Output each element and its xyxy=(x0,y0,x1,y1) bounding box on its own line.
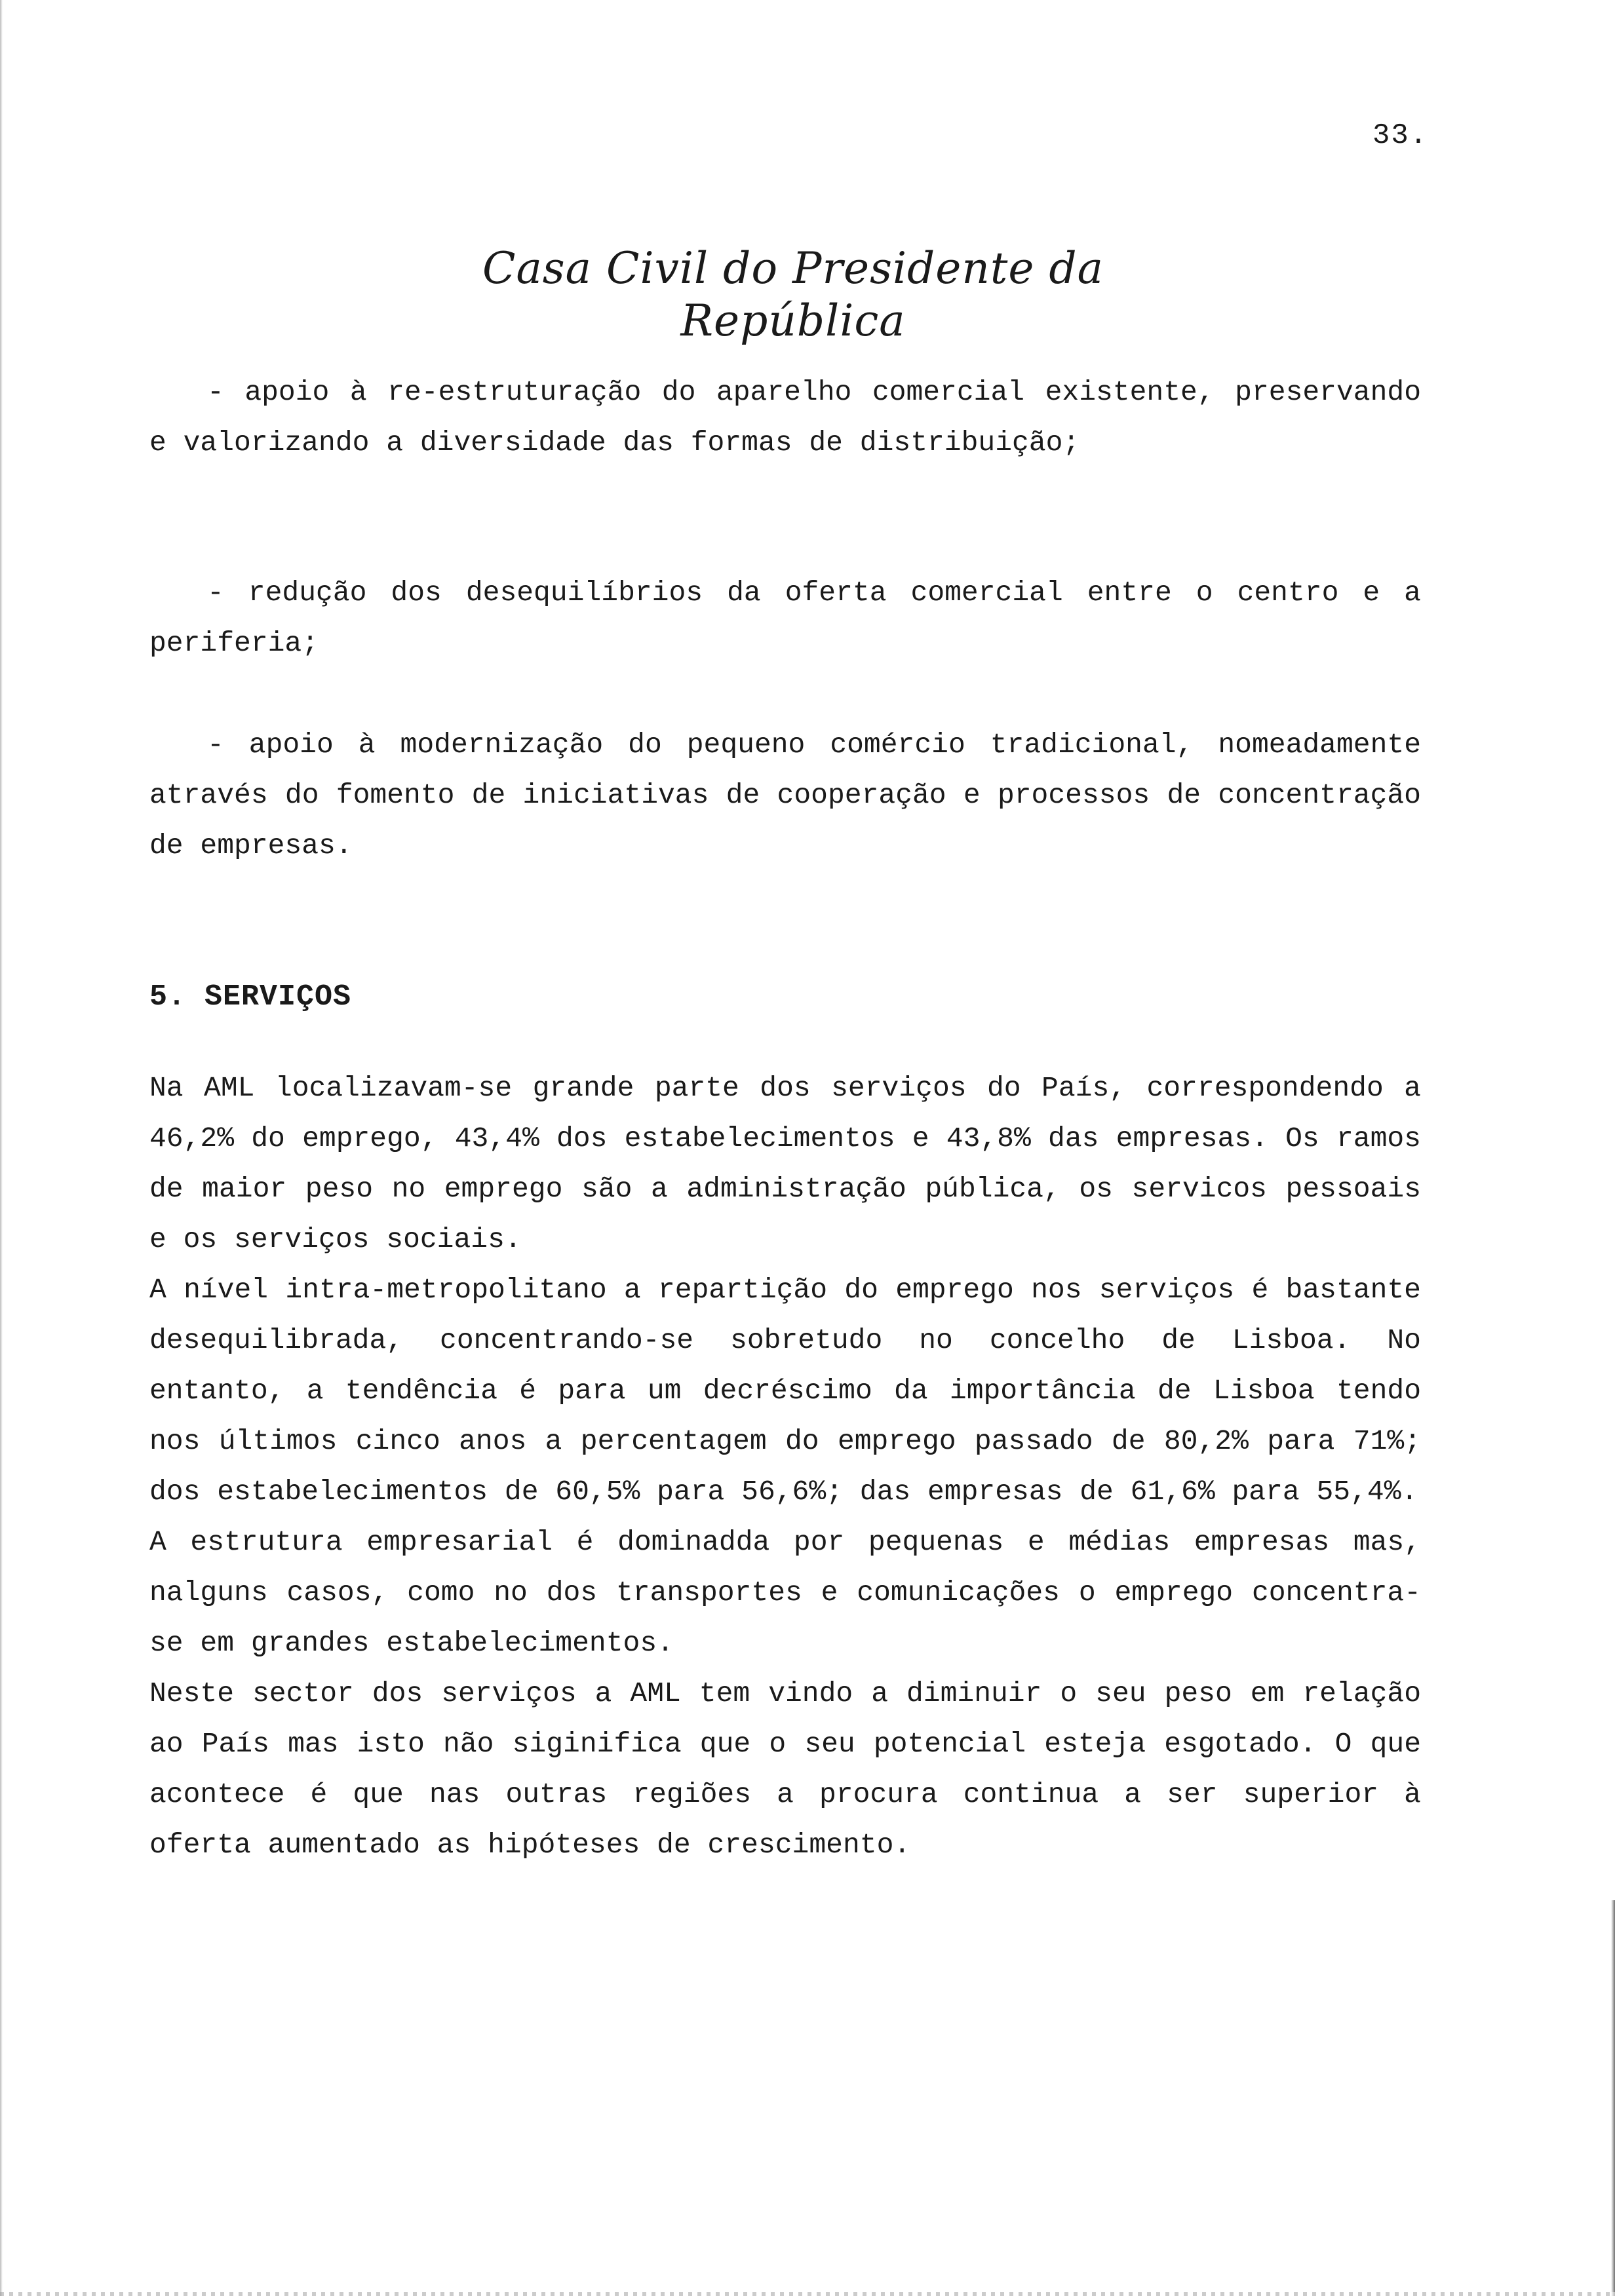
scan-edge-left xyxy=(0,0,3,2296)
bullet-paragraph: - apoio à re-estruturação do aparelho comercial existente, preservando e valorizando a diversidade das formas de distribuição; xyxy=(149,376,1421,459)
section-body xyxy=(149,1063,1421,1870)
bullet-paragraph: - apoio à modernização do pequeno comércio tradicional, nomeadamente através do fomento de iniciativas de cooperação e processos de concentração de empresas. xyxy=(149,729,1421,862)
section-heading: 5. SERVIÇOS xyxy=(149,980,352,1014)
scan-bottom-edge xyxy=(0,2292,1615,2296)
body-paragraph: A nível intra-metropolitano a repartição do emprego nos serviços é bastante desequilibrada, concentrando-se sobretudo no concelho de Lisboa. No entanto, a tendência é para um decréscimo da importância de Lisboa tendo nos últimos cinco anos a percentagem do emprego passado de 80,2% para 71%; dos estabelecimentos de 60,5% para 56,6%; das empresas de 61,6% para 55,4%. xyxy=(149,1274,1421,1508)
body-paragraph: A estrutura empresarial é dominadda por pequenas e médias empresas mas, nalguns casos, como no dos transportes e comunicações o emprego concentra-se em grandes estabelecimentos. xyxy=(149,1526,1421,1659)
bullet-paragraph: - redução dos desequilíbrios da oferta comercial entre o centro e a periferia; xyxy=(149,577,1421,659)
letterhead: Casa Civil do Presidente da República xyxy=(482,243,1104,346)
body-paragraph: Na AML localizavam-se grande parte dos serviços do País, correspondendo a 46,2% do emprego, 43,4% dos estabelecimentos e 43,8% das empresas. Os ramos de maior peso no emprego são a administração pública, os servicos pessoais e os serviços sociais. xyxy=(149,1072,1421,1255)
body-paragraph: Neste sector dos serviços a AML tem vindo a diminuir o seu peso em relação ao País mas isto não siginifica que o seu potencial esteja esgotado. O que acontece é que nas outras regiões a procura continua a ser superior à oferta aumentado as hipóteses de crescimento. xyxy=(149,1677,1421,1861)
scan-edge-right xyxy=(1611,1900,1615,2296)
page-number: 33. xyxy=(1372,119,1429,152)
